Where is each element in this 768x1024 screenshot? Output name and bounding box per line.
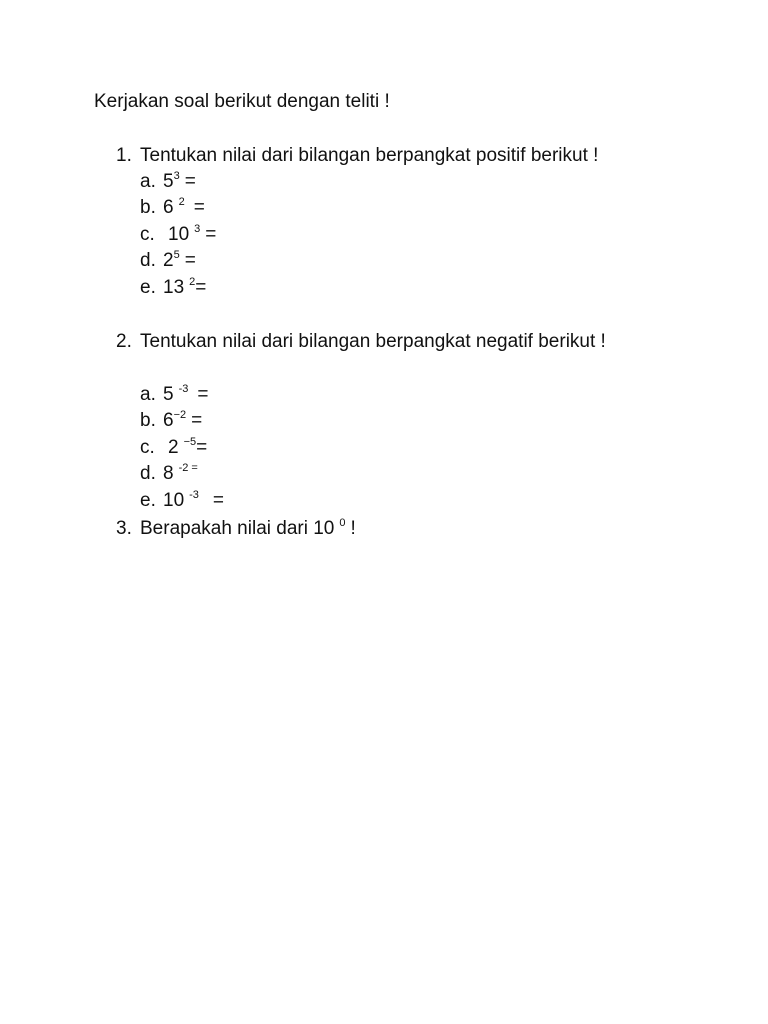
question-2-item-d xyxy=(140,461,198,487)
question-3-text-before: Berapakah nilai dari 10 xyxy=(140,518,335,539)
item-letter: a. xyxy=(140,171,156,192)
question-3-number: 3. xyxy=(116,518,132,539)
question-1-item-b xyxy=(140,195,205,221)
question-2-text: Tentukan nilai dari bilangan berpangkat negatif berikut ! xyxy=(140,331,606,352)
item-exponent: −5 xyxy=(183,436,197,448)
item-exponent: 3 xyxy=(173,170,180,182)
item-base: 13 xyxy=(163,277,185,298)
item-base: 2 xyxy=(168,437,179,458)
worksheet-instruction: Kerjakan soal berikut dengan teliti ! xyxy=(94,91,390,112)
question-2-item-e xyxy=(140,488,224,514)
item-equals: = xyxy=(193,197,205,218)
question-1-item-d xyxy=(140,248,196,274)
item-equals: = xyxy=(212,490,225,511)
question-3-exponent: 0 xyxy=(339,517,346,529)
question-2-item-b xyxy=(140,408,202,434)
item-exponent: -3 xyxy=(178,383,189,395)
item-exponent: -2 = xyxy=(178,462,198,474)
item-letter: e. xyxy=(140,490,156,511)
item-exponent: 5 xyxy=(173,249,180,261)
item-equals: = xyxy=(184,171,196,192)
item-letter: a. xyxy=(140,384,156,405)
item-base: 2 xyxy=(163,250,174,271)
item-exponent: 3 xyxy=(194,223,201,235)
item-exponent: −2 xyxy=(173,409,187,421)
question-2-number: 2. xyxy=(116,331,132,352)
item-letter: b. xyxy=(140,197,156,218)
question-2-item-c xyxy=(140,435,207,461)
item-base: 8 xyxy=(163,463,174,484)
item-exponent: 2 xyxy=(178,196,185,208)
item-letter: d. xyxy=(140,250,156,271)
item-equals: = xyxy=(195,277,207,298)
item-equals: = xyxy=(191,410,203,431)
item-base: 10 xyxy=(168,224,190,245)
item-equals: = xyxy=(197,384,209,405)
question-2-item-a xyxy=(140,382,208,408)
item-letter: c. xyxy=(140,224,155,245)
question-1-item-e xyxy=(140,275,206,301)
item-exponent: 2 xyxy=(189,276,196,288)
item-exponent: -3 xyxy=(189,489,199,501)
question-3-text-after: ! xyxy=(350,518,356,539)
item-letter: e. xyxy=(140,277,156,298)
item-base: 6 xyxy=(163,410,174,431)
item-base: 10 xyxy=(163,490,185,511)
item-letter: d. xyxy=(140,463,156,484)
item-letter: c. xyxy=(140,437,155,458)
item-base: 5 xyxy=(163,171,174,192)
item-equals: = xyxy=(184,250,196,271)
item-equals: = xyxy=(205,224,217,245)
question-1-number: 1. xyxy=(116,145,132,166)
item-base: 5 xyxy=(163,384,174,405)
item-equals: = xyxy=(196,437,208,458)
question-1-item-c xyxy=(140,222,216,248)
item-letter: b. xyxy=(140,410,156,431)
question-3-text xyxy=(140,516,356,542)
item-base: 6 xyxy=(163,197,174,218)
question-1-item-a xyxy=(140,169,196,195)
question-1-text: Tentukan nilai dari bilangan berpangkat positif berikut ! xyxy=(140,145,599,166)
